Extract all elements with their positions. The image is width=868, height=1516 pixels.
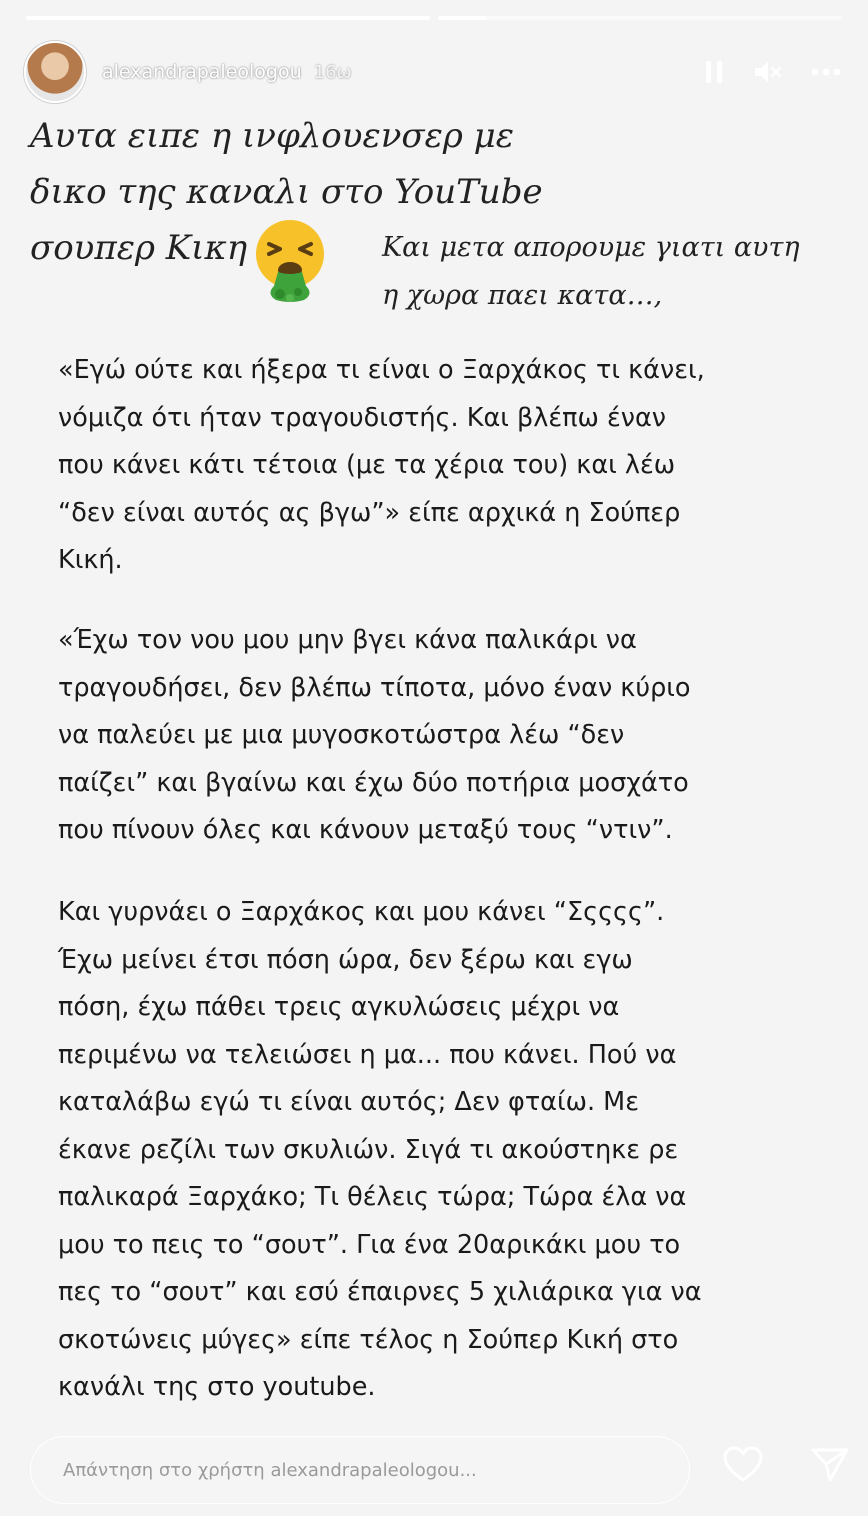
header-controls xyxy=(704,59,842,85)
avatar[interactable] xyxy=(24,41,86,103)
reply-input[interactable] xyxy=(30,1436,690,1504)
reply-actions xyxy=(722,1446,850,1488)
paragraph-2: «Έχω τον νου μου μην βγει κάνα παλικάρι να τραγουδήσει, δεν βλέπω τίποτα, μόνο έναν κύριο να παλεύει με μια μυγοσκοτώστρα λέω “δεν παίζει” και βγαίνω και έχω δύο ποτήρια μοσχάτο που πίνουν όλες και κάνουν μεταξύ τους “ντιν”. xyxy=(58,625,691,845)
story-progress xyxy=(26,16,842,21)
side-caption-line-2: η χωρα παει κατα…, xyxy=(382,280,663,311)
mute-icon[interactable] xyxy=(752,59,782,85)
more-icon[interactable] xyxy=(810,67,842,77)
progress-segment-1 xyxy=(26,16,430,20)
reply-placeholder: Απάντηση στο χρήστη alexandrapaleologou... xyxy=(63,1459,477,1481)
story-header xyxy=(24,40,842,104)
paragraph-1: «Εγώ ούτε και ήξερα τι είναι ο Ξαρχάκος τι κάνει, νόμιζα ότι ήταν τραγουδιστής. Και βλέπω έναν που κάνει κάτι τέτοια (με τα χέρια του) και λέω “δεν είναι αυτός ας βγω”» είπε αρχικά η Σούπερ Κική. xyxy=(58,355,705,575)
paragraph-3: Και γυρνάει ο Ξαρχάκος και μου κάνει “Σςςςς”. Έχω μείνει έτσι πόση ώρα, δεν ξέρω και εγω πόση, έχω πάθει τρεις αγκυλώσεις μέχρι να περιμένω να τελειώσει η μα... που κάνει. Πού να καταλάβω εγώ τι είναι αυτός; Δεν φταίω. Με έκανε ρεζίλι των σκυλιών. Σιγά τι ακούστηκε ρε παλικαρά Ξαρχάκο; Τι θέλεις τώρα; Τώρα έλα να μου το πεις το “σουτ”. Για ένα 20αρικάκι μου το πες το “σουτ” και εσύ έπαιρνες 5 χιλιάρικα για να σκοτώνεις μύγες» είπε τέλος η Σούπερ Κική στο κανάλι της στο youtube. xyxy=(58,897,702,1402)
story-side-caption xyxy=(382,224,800,320)
pause-icon[interactable] xyxy=(704,59,724,85)
send-icon[interactable] xyxy=(810,1446,850,1488)
progress-segment-2 xyxy=(438,16,842,20)
post-time: 16ω xyxy=(313,61,352,83)
caption-line-1: Αυτα ειπε η ινφλουενσερ με xyxy=(30,116,514,156)
username[interactable]: alexandrapaleologou xyxy=(102,61,302,83)
vomiting-face-emoji xyxy=(244,214,336,306)
heart-icon[interactable] xyxy=(722,1446,764,1488)
caption-line-3: σουπερ Κικη xyxy=(30,228,248,268)
caption-line-2: δικο της καναλι στο YouTube xyxy=(30,172,543,212)
side-caption-line-1: Και μετα απορουμε γιατι αυτη xyxy=(382,232,800,263)
